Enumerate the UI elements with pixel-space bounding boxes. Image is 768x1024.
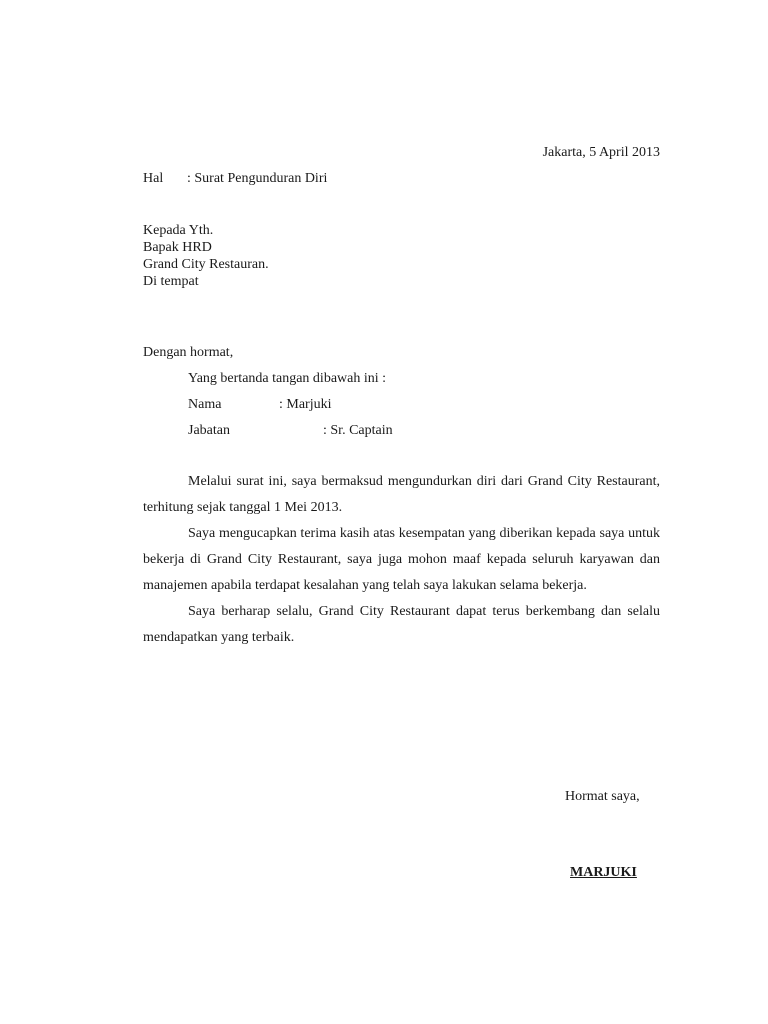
- signature-name: MARJUKI: [570, 865, 637, 880]
- name-value: : Marjuki: [279, 397, 332, 412]
- recipient-line-3: Grand City Restauran.: [143, 257, 269, 272]
- subject-value: : Surat Pengunduran Diri: [187, 171, 328, 186]
- name-label: Nama: [188, 397, 222, 412]
- body-paragraph-3: Saya berharap selalu, Grand City Restaurant dapat terus berkembang dan selalu mendapatkan yang terbaik.: [143, 604, 660, 645]
- position-value: : Sr. Captain: [323, 423, 393, 438]
- recipient-line-2: Bapak HRD: [143, 240, 212, 255]
- subject-label: Hal: [143, 171, 164, 186]
- recipient-line-4: Di tempat: [143, 274, 199, 289]
- body-paragraph-1: Melalui surat ini, saya bermaksud mengundurkan diri dari Grand City Restaurant, terhitung sejak tanggal 1 Mei 2013.: [143, 474, 660, 515]
- position-label: Jabatan: [188, 423, 230, 438]
- intro-line: Yang bertanda tangan dibawah ini :: [188, 371, 387, 386]
- body-paragraph-2: Saya mengucapkan terima kasih atas kesempatan yang diberikan kepada saya untuk bekerja di Grand City Restaurant, saya juga mohon maaf kepada seluruh karyawan dan manajemen apabila terdapat kesalahan yang telah saya lakukan selama bekerja.: [143, 526, 660, 593]
- greeting: Dengan hormat,: [143, 345, 234, 360]
- recipient-line-1: Kepada Yth.: [143, 223, 214, 238]
- letter-date: Jakarta, 5 April 2013: [542, 145, 660, 160]
- closing: Hormat saya,: [565, 789, 640, 804]
- letter-body: [143, 469, 660, 651]
